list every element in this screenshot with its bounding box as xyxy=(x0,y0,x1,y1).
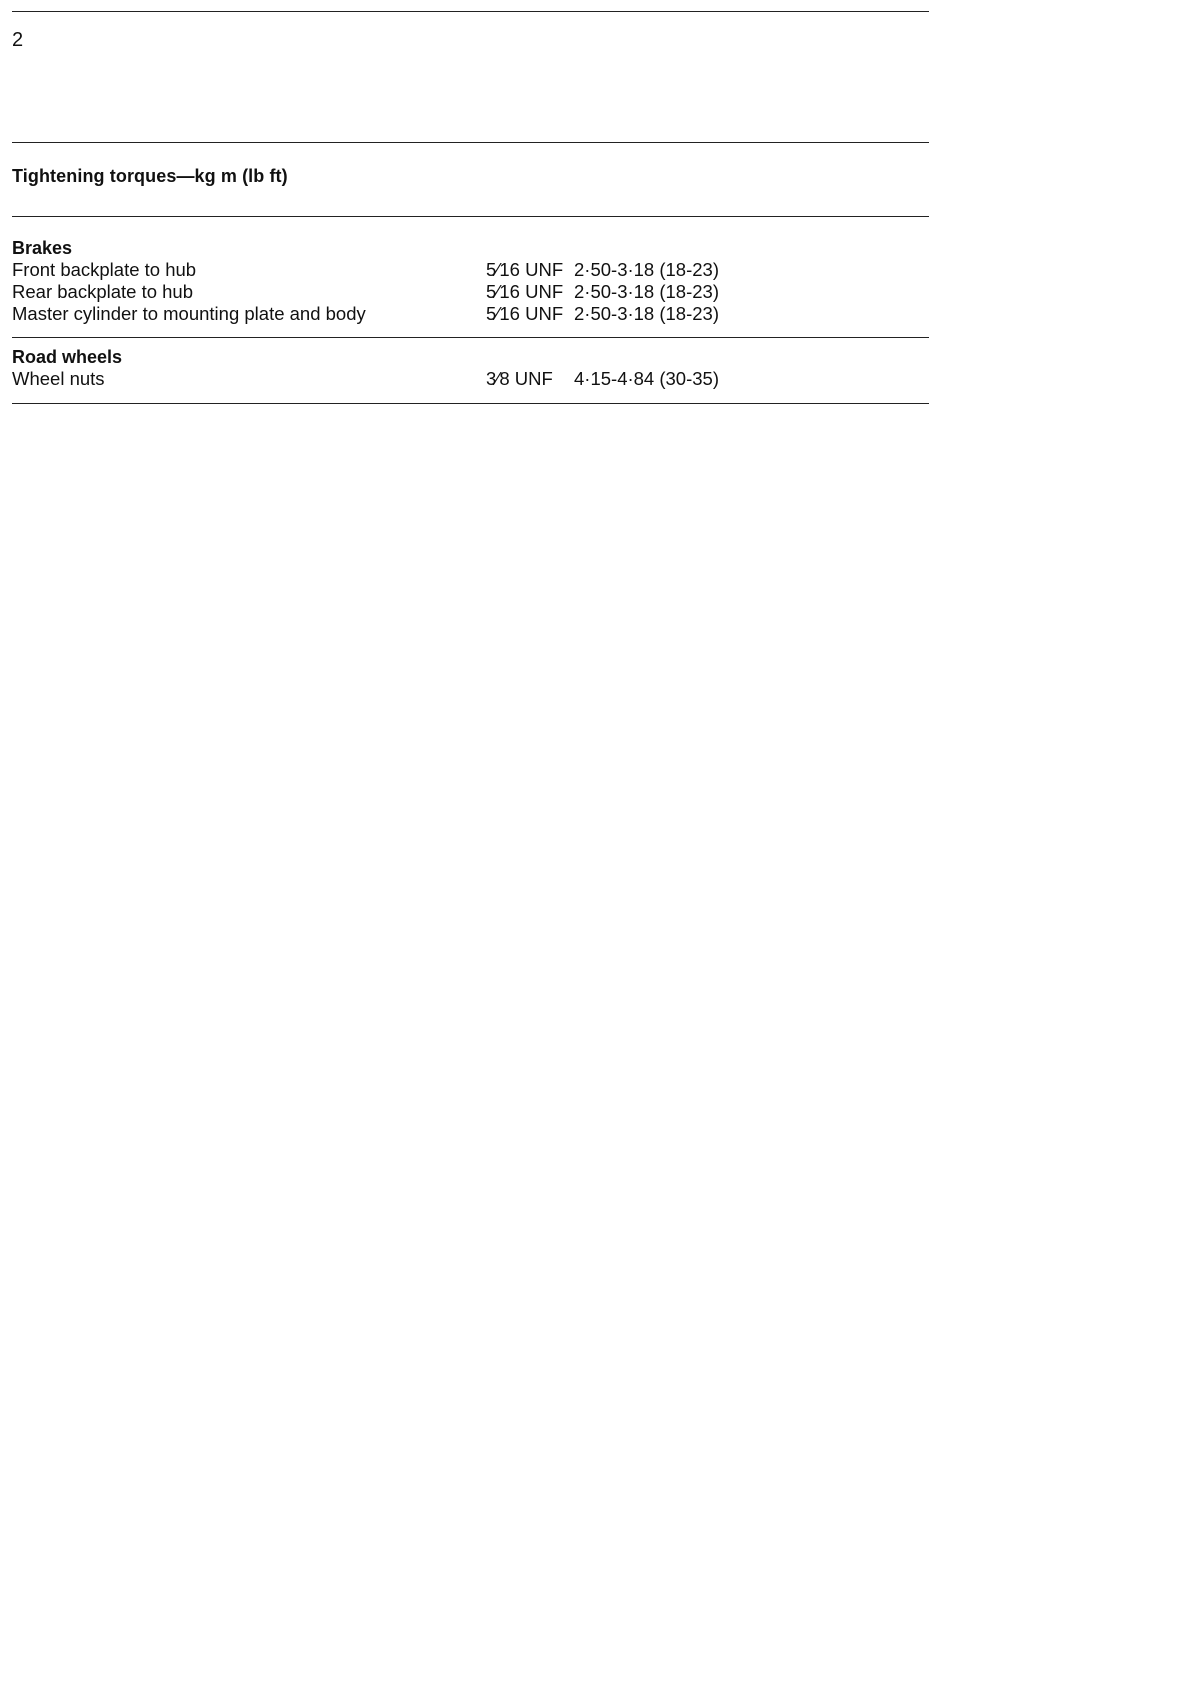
title-top-rule xyxy=(12,142,929,143)
row-item: Wheel nuts xyxy=(12,368,105,389)
row-thread: 3⁄8 UNF xyxy=(486,368,553,389)
group-brakes xyxy=(12,237,929,325)
title-bottom-rule xyxy=(12,216,929,217)
table-row xyxy=(12,281,929,303)
row-value: 4·15-4·84 (30-35) xyxy=(574,368,719,389)
row-value: 2·50-3·18 (18-23) xyxy=(574,281,719,302)
group-divider-rule xyxy=(12,337,929,338)
table-row xyxy=(12,368,929,390)
table-row xyxy=(12,259,929,281)
row-item: Master cylinder to mounting plate and body xyxy=(12,303,366,324)
bottom-rule xyxy=(12,403,929,404)
row-item: Front backplate to hub xyxy=(12,259,197,280)
section-title: Tightening torques—kg m (lb ft) xyxy=(12,166,288,186)
row-value: 2·50-3·18 (18-23) xyxy=(574,303,719,324)
row-item: Rear backplate to hub xyxy=(12,281,194,302)
row-value: 2·50-3·18 (18-23) xyxy=(574,259,719,280)
row-thread: 5⁄16 UNF xyxy=(486,303,564,324)
row-thread: 5⁄16 UNF xyxy=(486,281,564,302)
group-heading: Road wheels xyxy=(12,347,123,367)
top-rule xyxy=(12,11,929,12)
group-heading: Brakes xyxy=(12,238,73,258)
group-road-wheels xyxy=(12,346,929,390)
page-number: 2 xyxy=(12,29,24,51)
table-row xyxy=(12,303,929,325)
row-thread: 5⁄16 UNF xyxy=(486,259,564,280)
